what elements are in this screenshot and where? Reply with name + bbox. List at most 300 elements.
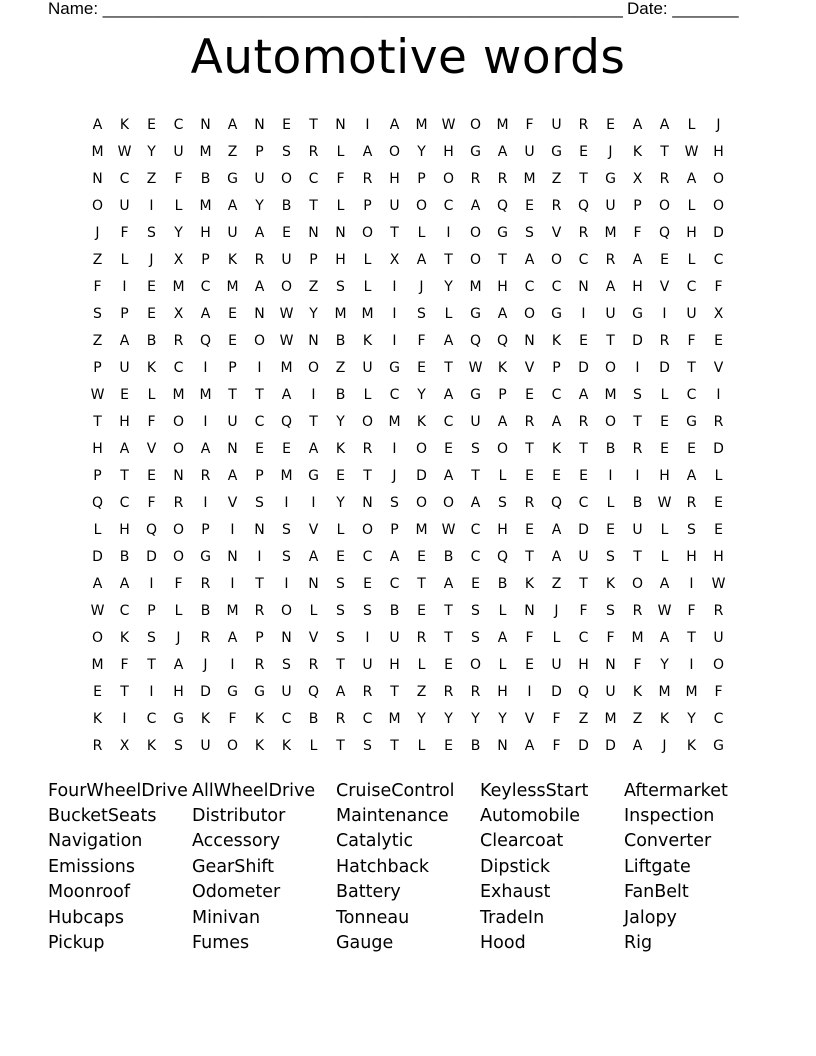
grid-letter[interactable]: E xyxy=(660,251,669,268)
grid-letter[interactable]: U xyxy=(119,197,130,214)
grid-letter[interactable]: D xyxy=(632,332,643,349)
grid-letter[interactable]: G xyxy=(470,143,481,160)
grid-letter[interactable]: A xyxy=(686,467,697,484)
grid-letter[interactable]: C xyxy=(443,413,454,430)
grid-letter[interactable]: V xyxy=(227,494,238,511)
grid-letter[interactable]: L xyxy=(120,251,129,268)
grid-letter[interactable]: L xyxy=(363,386,372,403)
grid-letter[interactable]: B xyxy=(200,602,211,619)
grid-letter[interactable]: F xyxy=(120,656,129,673)
grid-letter[interactable]: P xyxy=(201,251,210,268)
grid-letter[interactable]: A xyxy=(443,386,454,403)
grid-letter[interactable]: B xyxy=(632,494,643,511)
grid-letter[interactable]: O xyxy=(280,278,293,295)
grid-letter[interactable]: I xyxy=(365,116,370,133)
grid-letter[interactable]: T xyxy=(255,386,264,403)
grid-letter[interactable]: R xyxy=(605,251,616,268)
grid-letter[interactable]: M xyxy=(415,116,428,133)
grid-letter[interactable]: A xyxy=(470,494,481,511)
grid-letter[interactable]: E xyxy=(525,521,534,538)
grid-letter[interactable]: Q xyxy=(91,494,104,511)
grid-letter[interactable]: I xyxy=(608,467,613,484)
grid-letter[interactable]: V xyxy=(146,440,157,457)
grid-letter[interactable]: K xyxy=(200,710,211,727)
grid-letter[interactable]: R xyxy=(308,143,319,160)
grid-letter[interactable]: K xyxy=(686,737,697,754)
grid-letter[interactable]: I xyxy=(581,305,586,322)
grid-letter[interactable]: R xyxy=(416,629,427,646)
grid-letter[interactable]: C xyxy=(524,278,535,295)
grid-letter[interactable]: F xyxy=(174,170,183,187)
grid-letter[interactable]: A xyxy=(308,440,319,457)
grid-letter[interactable]: N xyxy=(254,521,265,538)
grid-letter[interactable]: U xyxy=(605,305,616,322)
grid-letter[interactable]: R xyxy=(578,116,589,133)
grid-letter[interactable]: K xyxy=(632,143,643,160)
grid-letter[interactable]: T xyxy=(417,575,426,592)
grid-letter[interactable]: O xyxy=(442,170,455,187)
grid-letter[interactable]: Y xyxy=(417,143,426,160)
grid-letter[interactable]: A xyxy=(119,332,130,349)
grid-letter[interactable]: C xyxy=(578,629,589,646)
grid-letter[interactable]: S xyxy=(174,737,183,754)
grid-letter[interactable]: O xyxy=(280,602,293,619)
grid-letter[interactable]: P xyxy=(390,521,399,538)
grid-letter[interactable]: O xyxy=(91,197,104,214)
grid-letter[interactable]: J xyxy=(662,737,667,754)
grid-letter[interactable]: C xyxy=(119,170,130,187)
grid-letter[interactable]: A xyxy=(173,656,184,673)
grid-letter[interactable]: M xyxy=(604,224,617,241)
grid-letter[interactable]: S xyxy=(498,494,507,511)
grid-letter[interactable]: L xyxy=(687,116,696,133)
grid-letter[interactable]: C xyxy=(362,548,373,565)
grid-letter[interactable]: I xyxy=(257,548,262,565)
grid-letter[interactable]: P xyxy=(93,359,102,376)
grid-letter[interactable]: K xyxy=(227,251,238,268)
grid-letter[interactable]: H xyxy=(119,413,130,430)
grid-letter[interactable]: Q xyxy=(577,197,590,214)
grid-letter[interactable]: M xyxy=(226,278,239,295)
grid-letter[interactable]: O xyxy=(172,440,185,457)
grid-letter[interactable]: E xyxy=(120,386,129,403)
grid-letter[interactable]: N xyxy=(200,116,211,133)
grid-letter[interactable]: M xyxy=(91,656,104,673)
grid-letter[interactable]: A xyxy=(470,197,481,214)
grid-letter[interactable]: F xyxy=(147,413,156,430)
grid-letter[interactable]: E xyxy=(336,548,345,565)
grid-letter[interactable]: U xyxy=(578,548,589,565)
grid-letter[interactable]: C xyxy=(713,251,724,268)
grid-letter[interactable]: M xyxy=(199,197,212,214)
grid-letter[interactable]: R xyxy=(335,710,346,727)
grid-letter[interactable]: E xyxy=(714,494,723,511)
grid-letter[interactable]: J xyxy=(608,143,613,160)
grid-letter[interactable]: D xyxy=(713,440,724,457)
grid-letter[interactable]: T xyxy=(309,413,318,430)
grid-letter[interactable]: U xyxy=(227,224,238,241)
grid-letter[interactable]: R xyxy=(200,629,211,646)
grid-letter[interactable]: F xyxy=(552,710,561,727)
grid-letter[interactable]: T xyxy=(363,467,372,484)
grid-letter[interactable]: P xyxy=(633,197,642,214)
grid-letter[interactable]: C xyxy=(389,575,400,592)
grid-letter[interactable]: I xyxy=(716,386,721,403)
grid-letter[interactable]: M xyxy=(469,278,482,295)
grid-letter[interactable]: F xyxy=(633,656,642,673)
grid-letter[interactable]: E xyxy=(336,467,345,484)
grid-letter[interactable]: T xyxy=(579,440,588,457)
grid-letter[interactable]: J xyxy=(716,116,721,133)
grid-letter[interactable]: A xyxy=(632,116,643,133)
grid-letter[interactable]: W xyxy=(279,305,294,322)
grid-letter[interactable]: R xyxy=(632,440,643,457)
grid-letter[interactable]: H xyxy=(686,224,697,241)
grid-letter[interactable]: U xyxy=(713,629,724,646)
grid-letter[interactable]: J xyxy=(554,602,559,619)
grid-letter[interactable]: I xyxy=(311,494,316,511)
grid-letter[interactable]: Y xyxy=(417,710,426,727)
grid-letter[interactable]: C xyxy=(713,710,724,727)
grid-letter[interactable]: A xyxy=(443,332,454,349)
grid-letter[interactable]: O xyxy=(712,170,725,187)
grid-letter[interactable]: F xyxy=(714,278,723,295)
grid-letter[interactable]: C xyxy=(119,494,130,511)
grid-letter[interactable]: X xyxy=(119,737,130,754)
grid-letter[interactable]: O xyxy=(523,305,536,322)
grid-letter[interactable]: D xyxy=(578,737,589,754)
grid-letter[interactable]: F xyxy=(147,494,156,511)
grid-letter[interactable]: R xyxy=(659,332,670,349)
grid-letter[interactable]: E xyxy=(579,467,588,484)
grid-letter[interactable]: Y xyxy=(498,710,507,727)
grid-letter[interactable]: B xyxy=(281,197,292,214)
grid-letter[interactable]: T xyxy=(525,440,534,457)
grid-letter[interactable]: J xyxy=(95,224,100,241)
grid-letter[interactable]: C xyxy=(173,359,184,376)
grid-letter[interactable]: F xyxy=(687,602,696,619)
grid-letter[interactable]: Z xyxy=(551,170,562,187)
grid-letter[interactable]: L xyxy=(552,629,561,646)
grid-letter[interactable]: M xyxy=(388,710,401,727)
grid-letter[interactable]: E xyxy=(660,440,669,457)
grid-letter[interactable]: V xyxy=(308,629,319,646)
grid-letter[interactable]: E xyxy=(714,521,723,538)
grid-letter[interactable]: Y xyxy=(174,224,183,241)
grid-letter[interactable]: R xyxy=(254,251,265,268)
grid-letter[interactable]: M xyxy=(280,467,293,484)
grid-letter[interactable]: E xyxy=(282,224,291,241)
grid-letter[interactable]: F xyxy=(606,629,615,646)
grid-letter[interactable]: E xyxy=(147,278,156,295)
grid-letter[interactable]: B xyxy=(497,575,508,592)
grid-letter[interactable]: I xyxy=(122,278,127,295)
grid-letter[interactable]: S xyxy=(525,224,534,241)
grid-letter[interactable]: N xyxy=(308,332,319,349)
grid-letter[interactable]: I xyxy=(230,575,235,592)
grid-letter[interactable]: I xyxy=(230,656,235,673)
grid-letter[interactable]: V xyxy=(308,521,319,538)
grid-letter[interactable]: H xyxy=(659,467,670,484)
grid-letter[interactable]: W xyxy=(90,602,105,619)
grid-letter[interactable]: N xyxy=(605,656,616,673)
grid-letter[interactable]: O xyxy=(550,251,563,268)
grid-letter[interactable]: I xyxy=(689,656,694,673)
grid-letter[interactable]: C xyxy=(578,251,589,268)
grid-letter[interactable]: D xyxy=(578,359,589,376)
grid-letter[interactable]: M xyxy=(334,305,347,322)
grid-letter[interactable]: E xyxy=(282,116,291,133)
grid-letter[interactable]: I xyxy=(230,521,235,538)
grid-letter[interactable]: W xyxy=(711,575,726,592)
grid-letter[interactable]: L xyxy=(498,656,507,673)
grid-letter[interactable]: Z xyxy=(632,710,643,727)
grid-letter[interactable]: L xyxy=(714,467,723,484)
grid-letter[interactable]: Y xyxy=(444,710,453,727)
grid-letter[interactable]: O xyxy=(442,494,455,511)
grid-letter[interactable]: X xyxy=(173,305,184,322)
grid-letter[interactable]: Y xyxy=(660,656,669,673)
grid-letter[interactable]: K xyxy=(551,440,562,457)
grid-letter[interactable]: I xyxy=(284,575,289,592)
grid-letter[interactable]: R xyxy=(362,440,373,457)
grid-letter[interactable]: T xyxy=(525,548,534,565)
grid-letter[interactable]: P xyxy=(255,467,264,484)
grid-letter[interactable]: A xyxy=(227,629,238,646)
grid-letter[interactable]: N xyxy=(335,224,346,241)
grid-letter[interactable]: H xyxy=(713,548,724,565)
grid-letter[interactable]: H xyxy=(200,224,211,241)
grid-letter[interactable]: U xyxy=(551,656,562,673)
grid-letter[interactable]: I xyxy=(284,494,289,511)
grid-letter[interactable]: C xyxy=(443,197,454,214)
grid-letter[interactable]: O xyxy=(226,737,239,754)
grid-letter[interactable]: J xyxy=(176,629,181,646)
grid-letter[interactable]: S xyxy=(282,548,291,565)
grid-letter[interactable]: L xyxy=(174,602,183,619)
grid-letter[interactable]: R xyxy=(686,494,697,511)
grid-letter[interactable]: N xyxy=(173,467,184,484)
grid-letter[interactable]: M xyxy=(91,143,104,160)
grid-letter[interactable]: M xyxy=(226,602,239,619)
grid-letter[interactable]: P xyxy=(93,467,102,484)
grid-letter[interactable]: E xyxy=(93,683,102,700)
grid-letter[interactable]: E xyxy=(579,332,588,349)
grid-letter[interactable]: C xyxy=(686,386,697,403)
grid-letter[interactable]: T xyxy=(390,683,399,700)
grid-letter[interactable]: D xyxy=(92,548,103,565)
grid-letter[interactable]: Q xyxy=(280,413,293,430)
grid-letter[interactable]: C xyxy=(119,602,130,619)
grid-letter[interactable]: D xyxy=(146,548,157,565)
grid-letter[interactable]: A xyxy=(578,386,589,403)
grid-letter[interactable]: J xyxy=(419,278,424,295)
grid-letter[interactable]: A xyxy=(443,575,454,592)
grid-letter[interactable]: A xyxy=(227,467,238,484)
grid-letter[interactable]: M xyxy=(604,386,617,403)
grid-letter[interactable]: E xyxy=(282,440,291,457)
grid-letter[interactable]: A xyxy=(524,251,535,268)
grid-letter[interactable]: P xyxy=(201,521,210,538)
grid-letter[interactable]: E xyxy=(444,440,453,457)
grid-letter[interactable]: T xyxy=(444,602,453,619)
grid-letter[interactable]: R xyxy=(470,170,481,187)
grid-letter[interactable]: B xyxy=(443,548,454,565)
grid-letter[interactable]: I xyxy=(203,494,208,511)
grid-letter[interactable]: Z xyxy=(578,710,589,727)
grid-letter[interactable]: W xyxy=(441,521,456,538)
grid-letter[interactable]: E xyxy=(714,332,723,349)
grid-letter[interactable]: T xyxy=(471,467,480,484)
grid-letter[interactable]: R xyxy=(200,467,211,484)
grid-letter[interactable]: Z xyxy=(92,332,103,349)
grid-letter[interactable]: L xyxy=(606,494,615,511)
grid-letter[interactable]: A xyxy=(497,143,508,160)
grid-letter[interactable]: I xyxy=(149,683,154,700)
grid-letter[interactable]: N xyxy=(227,440,238,457)
grid-letter[interactable]: F xyxy=(93,278,102,295)
grid-letter[interactable]: T xyxy=(444,359,453,376)
grid-letter[interactable]: P xyxy=(417,170,426,187)
grid-letter[interactable]: R xyxy=(524,494,535,511)
grid-letter[interactable]: O xyxy=(172,413,185,430)
grid-letter[interactable]: S xyxy=(687,521,696,538)
grid-letter[interactable]: A xyxy=(335,683,346,700)
grid-letter[interactable]: Y xyxy=(147,143,156,160)
grid-letter[interactable]: G xyxy=(227,683,238,700)
grid-letter[interactable]: G xyxy=(308,467,319,484)
grid-letter[interactable]: W xyxy=(684,143,699,160)
grid-letter[interactable]: Q xyxy=(496,197,509,214)
grid-letter[interactable]: T xyxy=(147,656,156,673)
grid-letter[interactable]: L xyxy=(687,197,696,214)
grid-letter[interactable]: T xyxy=(93,413,102,430)
grid-letter[interactable]: B xyxy=(146,332,157,349)
grid-letter[interactable]: A xyxy=(659,629,670,646)
grid-letter[interactable]: Y xyxy=(444,278,453,295)
grid-letter[interactable]: H xyxy=(92,440,103,457)
grid-letter[interactable]: T xyxy=(687,629,696,646)
grid-letter[interactable]: N xyxy=(524,332,535,349)
grid-letter[interactable]: Z xyxy=(227,143,238,160)
grid-letter[interactable]: T xyxy=(579,575,588,592)
grid-letter[interactable]: B xyxy=(605,440,616,457)
grid-letter[interactable]: K xyxy=(497,359,508,376)
grid-letter[interactable]: G xyxy=(605,170,616,187)
grid-letter[interactable]: T xyxy=(633,413,642,430)
grid-letter[interactable]: Z xyxy=(308,278,319,295)
grid-letter[interactable]: R xyxy=(578,413,589,430)
grid-letter[interactable]: Q xyxy=(658,224,671,241)
grid-letter[interactable]: A xyxy=(281,386,292,403)
grid-letter[interactable]: A xyxy=(119,440,130,457)
grid-letter[interactable]: A xyxy=(389,548,400,565)
grid-letter[interactable]: O xyxy=(172,521,185,538)
grid-letter[interactable]: H xyxy=(497,683,508,700)
grid-letter[interactable]: S xyxy=(255,494,264,511)
grid-letter[interactable]: R xyxy=(524,413,535,430)
grid-letter[interactable]: Y xyxy=(336,413,345,430)
grid-letter[interactable]: N xyxy=(308,575,319,592)
grid-letter[interactable]: O xyxy=(415,197,428,214)
grid-letter[interactable]: P xyxy=(309,251,318,268)
grid-letter[interactable]: L xyxy=(363,251,372,268)
grid-letter[interactable]: E xyxy=(471,575,480,592)
grid-letter[interactable]: Y xyxy=(255,197,264,214)
grid-letter[interactable]: L xyxy=(498,602,507,619)
grid-letter[interactable]: Z xyxy=(146,170,157,187)
grid-letter[interactable]: K xyxy=(632,683,643,700)
grid-letter[interactable]: O xyxy=(631,575,644,592)
grid-letter[interactable]: E xyxy=(255,440,264,457)
grid-letter[interactable]: L xyxy=(660,548,669,565)
grid-letter[interactable]: T xyxy=(255,575,264,592)
grid-letter[interactable]: A xyxy=(227,197,238,214)
grid-letter[interactable]: S xyxy=(336,278,345,295)
grid-letter[interactable]: G xyxy=(713,737,724,754)
grid-letter[interactable]: O xyxy=(307,359,320,376)
grid-letter[interactable]: O xyxy=(361,521,374,538)
grid-letter[interactable]: Q xyxy=(550,494,563,511)
grid-letter[interactable]: M xyxy=(199,386,212,403)
grid-letter[interactable]: G xyxy=(254,683,265,700)
grid-letter[interactable]: O xyxy=(469,224,482,241)
grid-letter[interactable]: L xyxy=(336,521,345,538)
grid-letter[interactable]: T xyxy=(633,548,642,565)
grid-letter[interactable]: F xyxy=(120,224,129,241)
grid-letter[interactable]: T xyxy=(309,197,318,214)
grid-letter[interactable]: I xyxy=(203,359,208,376)
grid-letter[interactable]: S xyxy=(336,602,345,619)
grid-letter[interactable]: E xyxy=(417,359,426,376)
grid-letter[interactable]: U xyxy=(470,413,481,430)
grid-letter[interactable]: C xyxy=(389,386,400,403)
grid-letter[interactable]: K xyxy=(524,575,535,592)
grid-letter[interactable]: B xyxy=(119,548,130,565)
grid-letter[interactable]: S xyxy=(147,224,156,241)
grid-letter[interactable]: A xyxy=(308,548,319,565)
grid-letter[interactable]: O xyxy=(172,548,185,565)
grid-letter[interactable]: R xyxy=(173,332,184,349)
grid-letter[interactable]: C xyxy=(470,521,481,538)
grid-letter[interactable]: O xyxy=(280,170,293,187)
grid-letter[interactable]: Y xyxy=(417,386,426,403)
grid-letter[interactable]: K xyxy=(119,629,130,646)
grid-letter[interactable]: Y xyxy=(471,710,480,727)
grid-letter[interactable]: H xyxy=(443,143,454,160)
grid-letter[interactable]: K xyxy=(335,440,346,457)
grid-letter[interactable]: P xyxy=(363,197,372,214)
grid-letter[interactable]: S xyxy=(93,305,102,322)
grid-letter[interactable]: P xyxy=(147,602,156,619)
grid-letter[interactable]: L xyxy=(417,737,426,754)
grid-letter[interactable]: S xyxy=(390,494,399,511)
grid-letter[interactable]: A xyxy=(92,116,103,133)
grid-letter[interactable]: T xyxy=(336,737,345,754)
grid-letter[interactable]: C xyxy=(254,413,265,430)
grid-letter[interactable]: A xyxy=(605,278,616,295)
grid-letter[interactable]: M xyxy=(199,143,212,160)
grid-letter[interactable]: O xyxy=(712,656,725,673)
grid-letter[interactable]: C xyxy=(686,278,697,295)
grid-letter[interactable]: M xyxy=(415,521,428,538)
grid-letter[interactable]: D xyxy=(551,683,562,700)
grid-letter[interactable]: F xyxy=(336,170,345,187)
grid-letter[interactable]: A xyxy=(497,305,508,322)
grid-letter[interactable]: L xyxy=(660,521,669,538)
grid-letter[interactable]: N xyxy=(362,494,373,511)
grid-letter[interactable]: E xyxy=(363,575,372,592)
